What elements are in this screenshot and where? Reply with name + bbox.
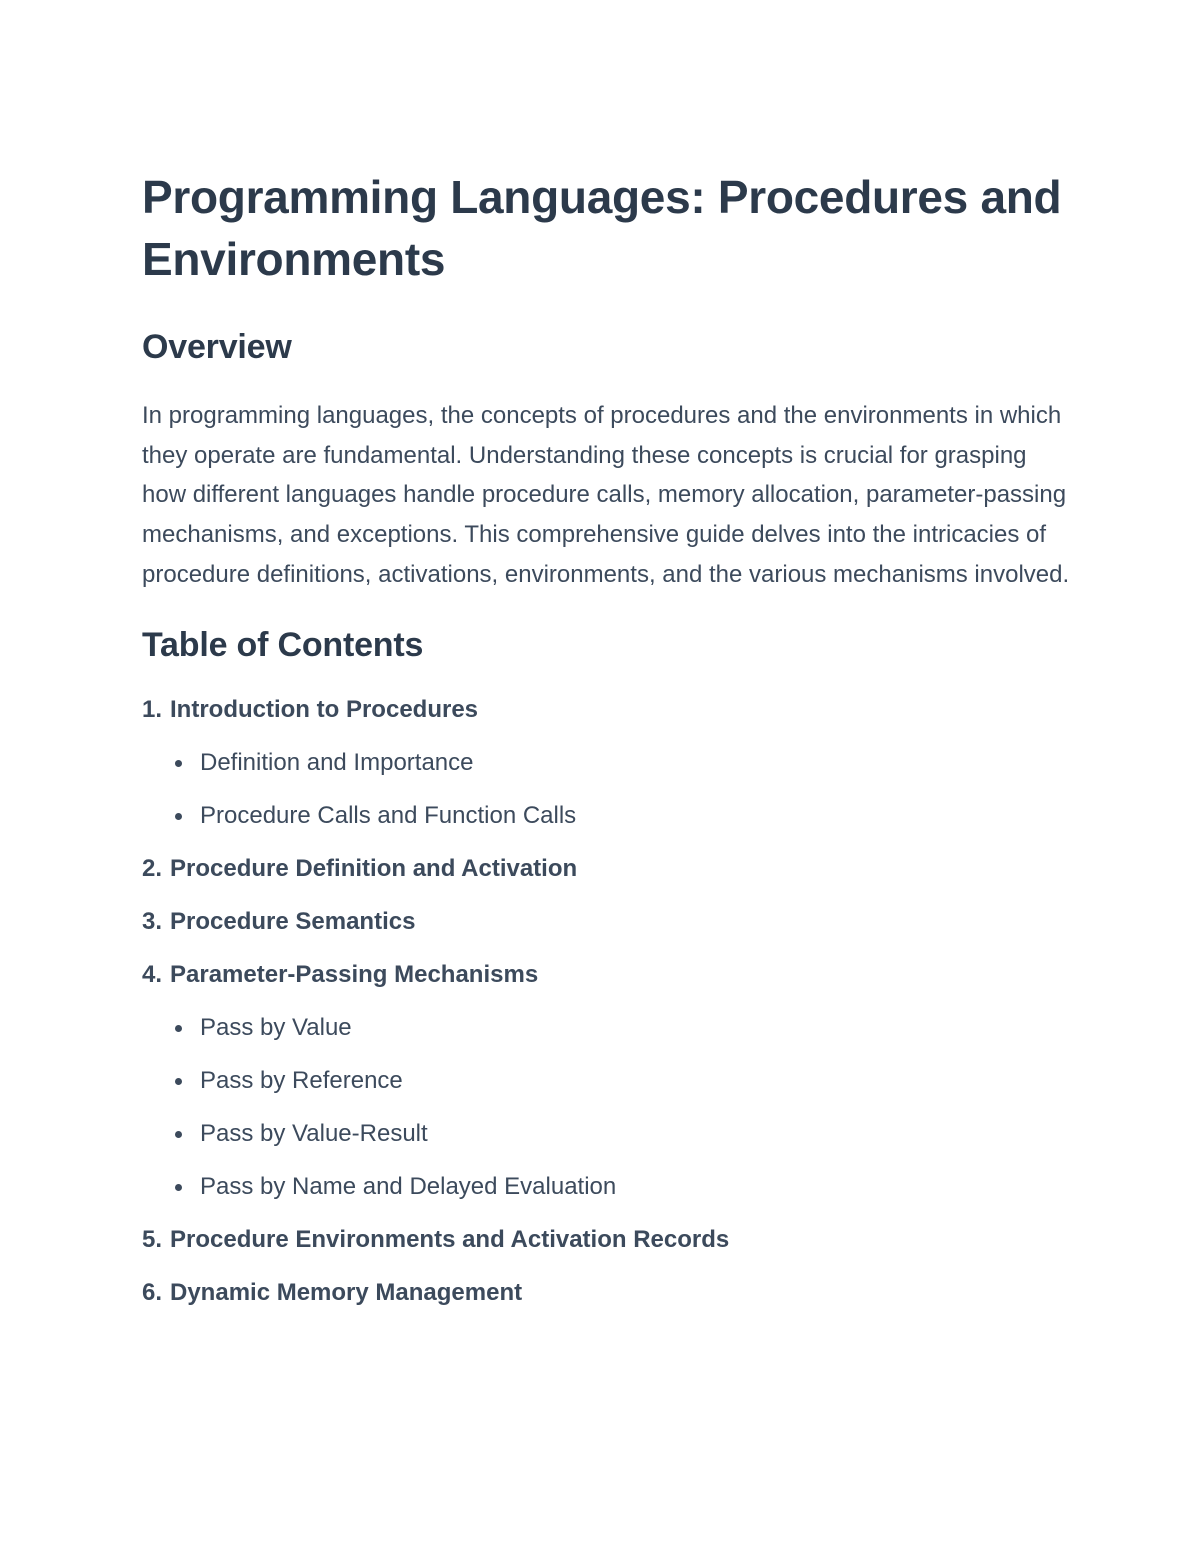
toc-sublist [142, 746, 1072, 833]
toc-item-3 [142, 905, 1072, 939]
toc-item-number: 6. [142, 1278, 163, 1306]
overview-paragraph: In programming languages, the concepts of procedures and the environments in which they operate are fundamental. Understanding these concepts is crucial for grasping how different languages handle procedure calls, memory allocation, parameter-passing mechanisms, and exceptions. This comprehensive guide delves into the intricacies of procedure definitions, activations, environments, and the various mechanisms involved. [142, 402, 1070, 588]
bullet-icon [175, 1025, 182, 1032]
document-title: Programming Languages: Procedures and Environments [142, 171, 1062, 285]
toc-item-label: Dynamic Memory Management [170, 1278, 523, 1306]
toc-item-number: 1. [142, 695, 163, 723]
toc-item-label: Procedure Semantics [170, 907, 416, 935]
toc-list [142, 693, 1072, 1310]
bullet-icon [175, 1078, 182, 1085]
toc-item-5 [142, 1223, 1072, 1257]
toc-item-number: 3. [142, 907, 163, 935]
toc-subitem [172, 746, 1072, 780]
toc-subitem-label: Procedure Calls and Function Calls [200, 801, 577, 829]
toc-item-number: 2. [142, 854, 163, 882]
toc-item-label: Introduction to Procedures [170, 695, 479, 723]
toc-item-label: Procedure Definition and Activation [170, 854, 578, 882]
toc-item-number: 4. [142, 960, 163, 988]
toc-sublist [142, 1011, 1072, 1204]
toc-item-label: Procedure Environments and Activation Records [170, 1225, 730, 1253]
toc-item-label: Parameter-Passing Mechanisms [170, 960, 539, 988]
bullet-icon [175, 760, 182, 767]
toc-heading: Table of Contents [142, 625, 424, 664]
toc-subitem-label: Pass by Name and Delayed Evaluation [200, 1172, 617, 1200]
bullet-icon [175, 1131, 182, 1138]
toc-subitem [172, 1117, 1072, 1151]
toc-subitem-label: Pass by Value-Result [200, 1119, 428, 1147]
document-page [142, 166, 1072, 1329]
toc-subitem [172, 799, 1072, 833]
toc-subitem-label: Pass by Value [200, 1013, 352, 1041]
toc-item-number: 5. [142, 1225, 163, 1253]
toc-subitem [172, 1011, 1072, 1045]
bullet-icon [175, 1184, 182, 1191]
toc-item-1 [142, 693, 1072, 833]
toc-item-4 [142, 958, 1072, 1204]
toc-subitem-label: Pass by Reference [200, 1066, 403, 1094]
bullet-icon [175, 813, 182, 820]
toc-subitem-label: Definition and Importance [200, 748, 474, 776]
toc-item-6 [142, 1276, 1072, 1310]
overview-heading: Overview [142, 328, 292, 366]
toc-subitem [172, 1170, 1072, 1204]
toc-subitem [172, 1064, 1072, 1098]
toc-item-2 [142, 852, 1072, 886]
